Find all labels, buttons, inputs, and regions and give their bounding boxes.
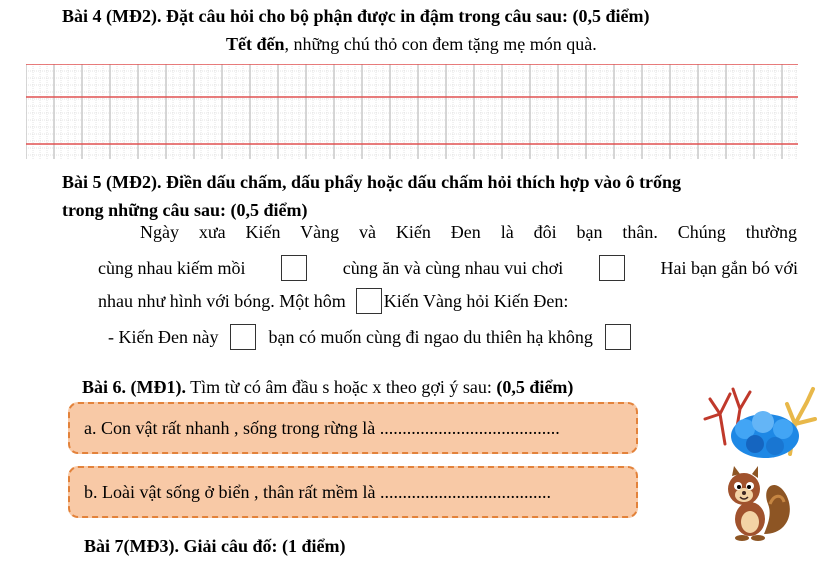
bold-part: Tết đến xyxy=(226,34,285,54)
answer-box-a[interactable] xyxy=(68,402,638,454)
line2-text-b: cùng ăn và cùng nhau vui chơi xyxy=(342,257,564,278)
paragraph-line-4 xyxy=(108,324,631,350)
question-5-title-line1: Bài 5 (MĐ2). Điền dấu chấm, dấu phẩy hoặc dấu chấm hỏi thích hợp vào ô trống xyxy=(62,172,682,192)
line4-text-a: - Kiến Đen này xyxy=(108,326,219,347)
blank-box-4[interactable] xyxy=(230,324,256,350)
sentence-rest: , những chú thỏ con đem tặng mẹ món quà. xyxy=(284,34,597,54)
question-6-title xyxy=(82,377,573,398)
blank-box-2[interactable] xyxy=(599,255,625,281)
question-4-sentence xyxy=(226,34,597,55)
line4-text-b: bạn có muốn cùng đi ngao du thiên hạ không xyxy=(268,326,593,347)
line3-text-a: nhau như hình với bóng. Một hôm xyxy=(98,290,346,311)
blank-box-3[interactable] xyxy=(356,288,382,314)
question-4-title: Bài 4 (MĐ2). Đặt câu hỏi cho bộ phận được in đậm trong câu sau: (0,5 điểm) xyxy=(62,6,650,26)
paragraph-line-1: Ngày xưa Kiến Vàng và Kiến Đen là đôi bạn thân. Chúng thường xyxy=(140,222,797,242)
answer-box-b[interactable] xyxy=(68,466,638,518)
question-6-instruction: Tìm từ có âm đầu s hoặc x theo gợi ý sau: xyxy=(185,377,497,397)
answer-b-text: b. Loài vật sống ở biển , thân rất mềm là ...................................... xyxy=(84,482,551,502)
blank-box-1[interactable] xyxy=(281,255,307,281)
line2-text-a: cùng nhau kiếm mồi xyxy=(98,257,246,278)
answer-a-text: a. Con vật rất nhanh , sống trong rừng là ........................................ xyxy=(84,418,560,438)
paragraph-line-2 xyxy=(98,255,798,281)
writing-grid[interactable] xyxy=(26,64,798,159)
question-7-title: Bài 7(MĐ3). Giải câu đố: (1 điểm) xyxy=(84,536,346,556)
line3-text-b: Kiến Vàng hỏi Kiến Đen: xyxy=(383,290,569,311)
line2-text-c: Hai bạn gắn bó với xyxy=(660,257,798,278)
paragraph-line-3 xyxy=(98,288,568,314)
squirrel-icon xyxy=(712,464,796,544)
question-5-title xyxy=(62,168,681,224)
question-6-points: (0,5 điểm) xyxy=(496,377,574,397)
coral-icon xyxy=(695,374,825,464)
blank-box-5[interactable] xyxy=(605,324,631,350)
question-6-label: Bài 6. (MĐ1). xyxy=(82,377,186,397)
question-5-title-line2: trong những câu sau: (0,5 điểm) xyxy=(62,200,308,220)
